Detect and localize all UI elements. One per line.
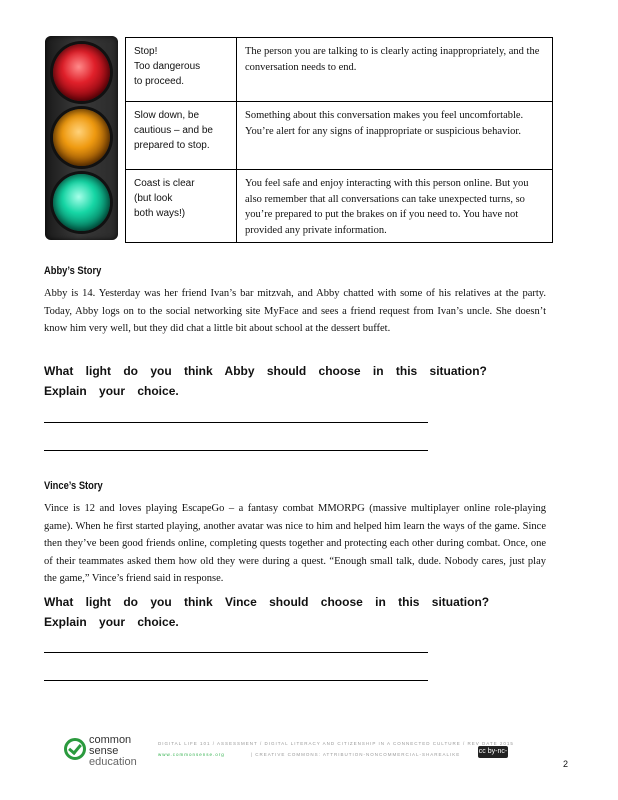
table-row-slow — [126, 102, 553, 170]
amber-light-icon — [53, 109, 110, 166]
vince-answer-line-2[interactable] — [44, 680, 428, 681]
vince-answer-line-1[interactable] — [44, 652, 428, 653]
stop-label: Stop! Too dangerous to proceed. — [126, 38, 237, 102]
go-label: Coast is clear (but look both ways!) — [126, 170, 237, 243]
abby-answer-line-1[interactable] — [44, 422, 428, 423]
logo-word-education: education — [89, 756, 137, 768]
footer-license-text: | CREATIVE COMMONS: ATTRIBUTION-NONCOMMERCIAL-SHAREALIKE — [250, 752, 461, 757]
abby-question: What light do you think Abby should choose in this situation? Explain your choice. — [44, 364, 487, 398]
slow-label: Slow down, be cautious – and be prepared to stop. — [126, 102, 237, 170]
table-row-stop — [126, 38, 553, 102]
slow-description: Something about this conversation makes you feel uncomfortable. You’re alert for any signs of inappropriate or suspicious behavior. — [237, 102, 553, 170]
go-description: You feel safe and enjoy interacting with this person online. But you also remember that all conversations can take unexpected turns, so you’re prepared to put the brakes on if you need to. You have not provided any private information. — [237, 170, 553, 243]
footer-course-info: DIGITAL LIFE 101 / ASSESSMENT / DIGITAL LITERACY AND CITIZENSHIP IN A CONNECTED CULTURE / REV DATE 2015 — [158, 741, 514, 746]
vince-heading: Vince’s Story — [44, 480, 103, 492]
traffic-light-table — [125, 37, 553, 243]
red-light-icon — [53, 44, 110, 101]
page-number: 2 — [563, 759, 569, 769]
abby-answer-line-2[interactable] — [44, 450, 428, 451]
common-sense-check-icon — [64, 738, 86, 760]
table-row-go — [126, 170, 553, 243]
logo-word-common: common — [89, 734, 132, 746]
green-light-icon — [53, 174, 110, 231]
creative-commons-badge-icon: cc by-nc-sa — [478, 748, 508, 767]
vince-question: What light do you think Vince should choose in this situation? Explain your choice. — [44, 595, 490, 629]
abby-story: Abby is 14. Yesterday was her friend Ivan’s bar mitzvah, and Abby chatted with some of his relatives at the party. Today, Abby logs on to the social networking site MyFace and sees a friend request from Ivan’s uncle. She doesn’t know him very well, but they did chat a little bit about school at the dessert buffet. — [44, 288, 546, 334]
footer-license-info — [158, 752, 460, 757]
stop-description: The person you are talking to is clearly acting inappropriately, and the conversation needs to end. — [237, 38, 553, 102]
vince-story: Vince is 12 and loves playing EscapeGo – a fantasy combat MMORPG (massive multiplayer online role-playing game). When he first started playing, another avatar was nice to him and helped him learn the ways of the game. Since then they’ve been good friends online, completing quests together and protecting each other during combat. Once, one of their teammates asked them how old they were during a quest. “Enough small talk, dude. Nobody cares, just play the game,” Vince’s friend said in response. — [44, 503, 546, 584]
abby-heading: Abby’s Story — [44, 265, 102, 277]
page-footer — [0, 730, 618, 780]
logo-word-sense: sense — [89, 745, 119, 757]
footer-url-link[interactable]: www.commonsense.org — [158, 752, 225, 757]
common-sense-logo — [89, 735, 149, 768]
traffic-light-image — [45, 36, 118, 240]
